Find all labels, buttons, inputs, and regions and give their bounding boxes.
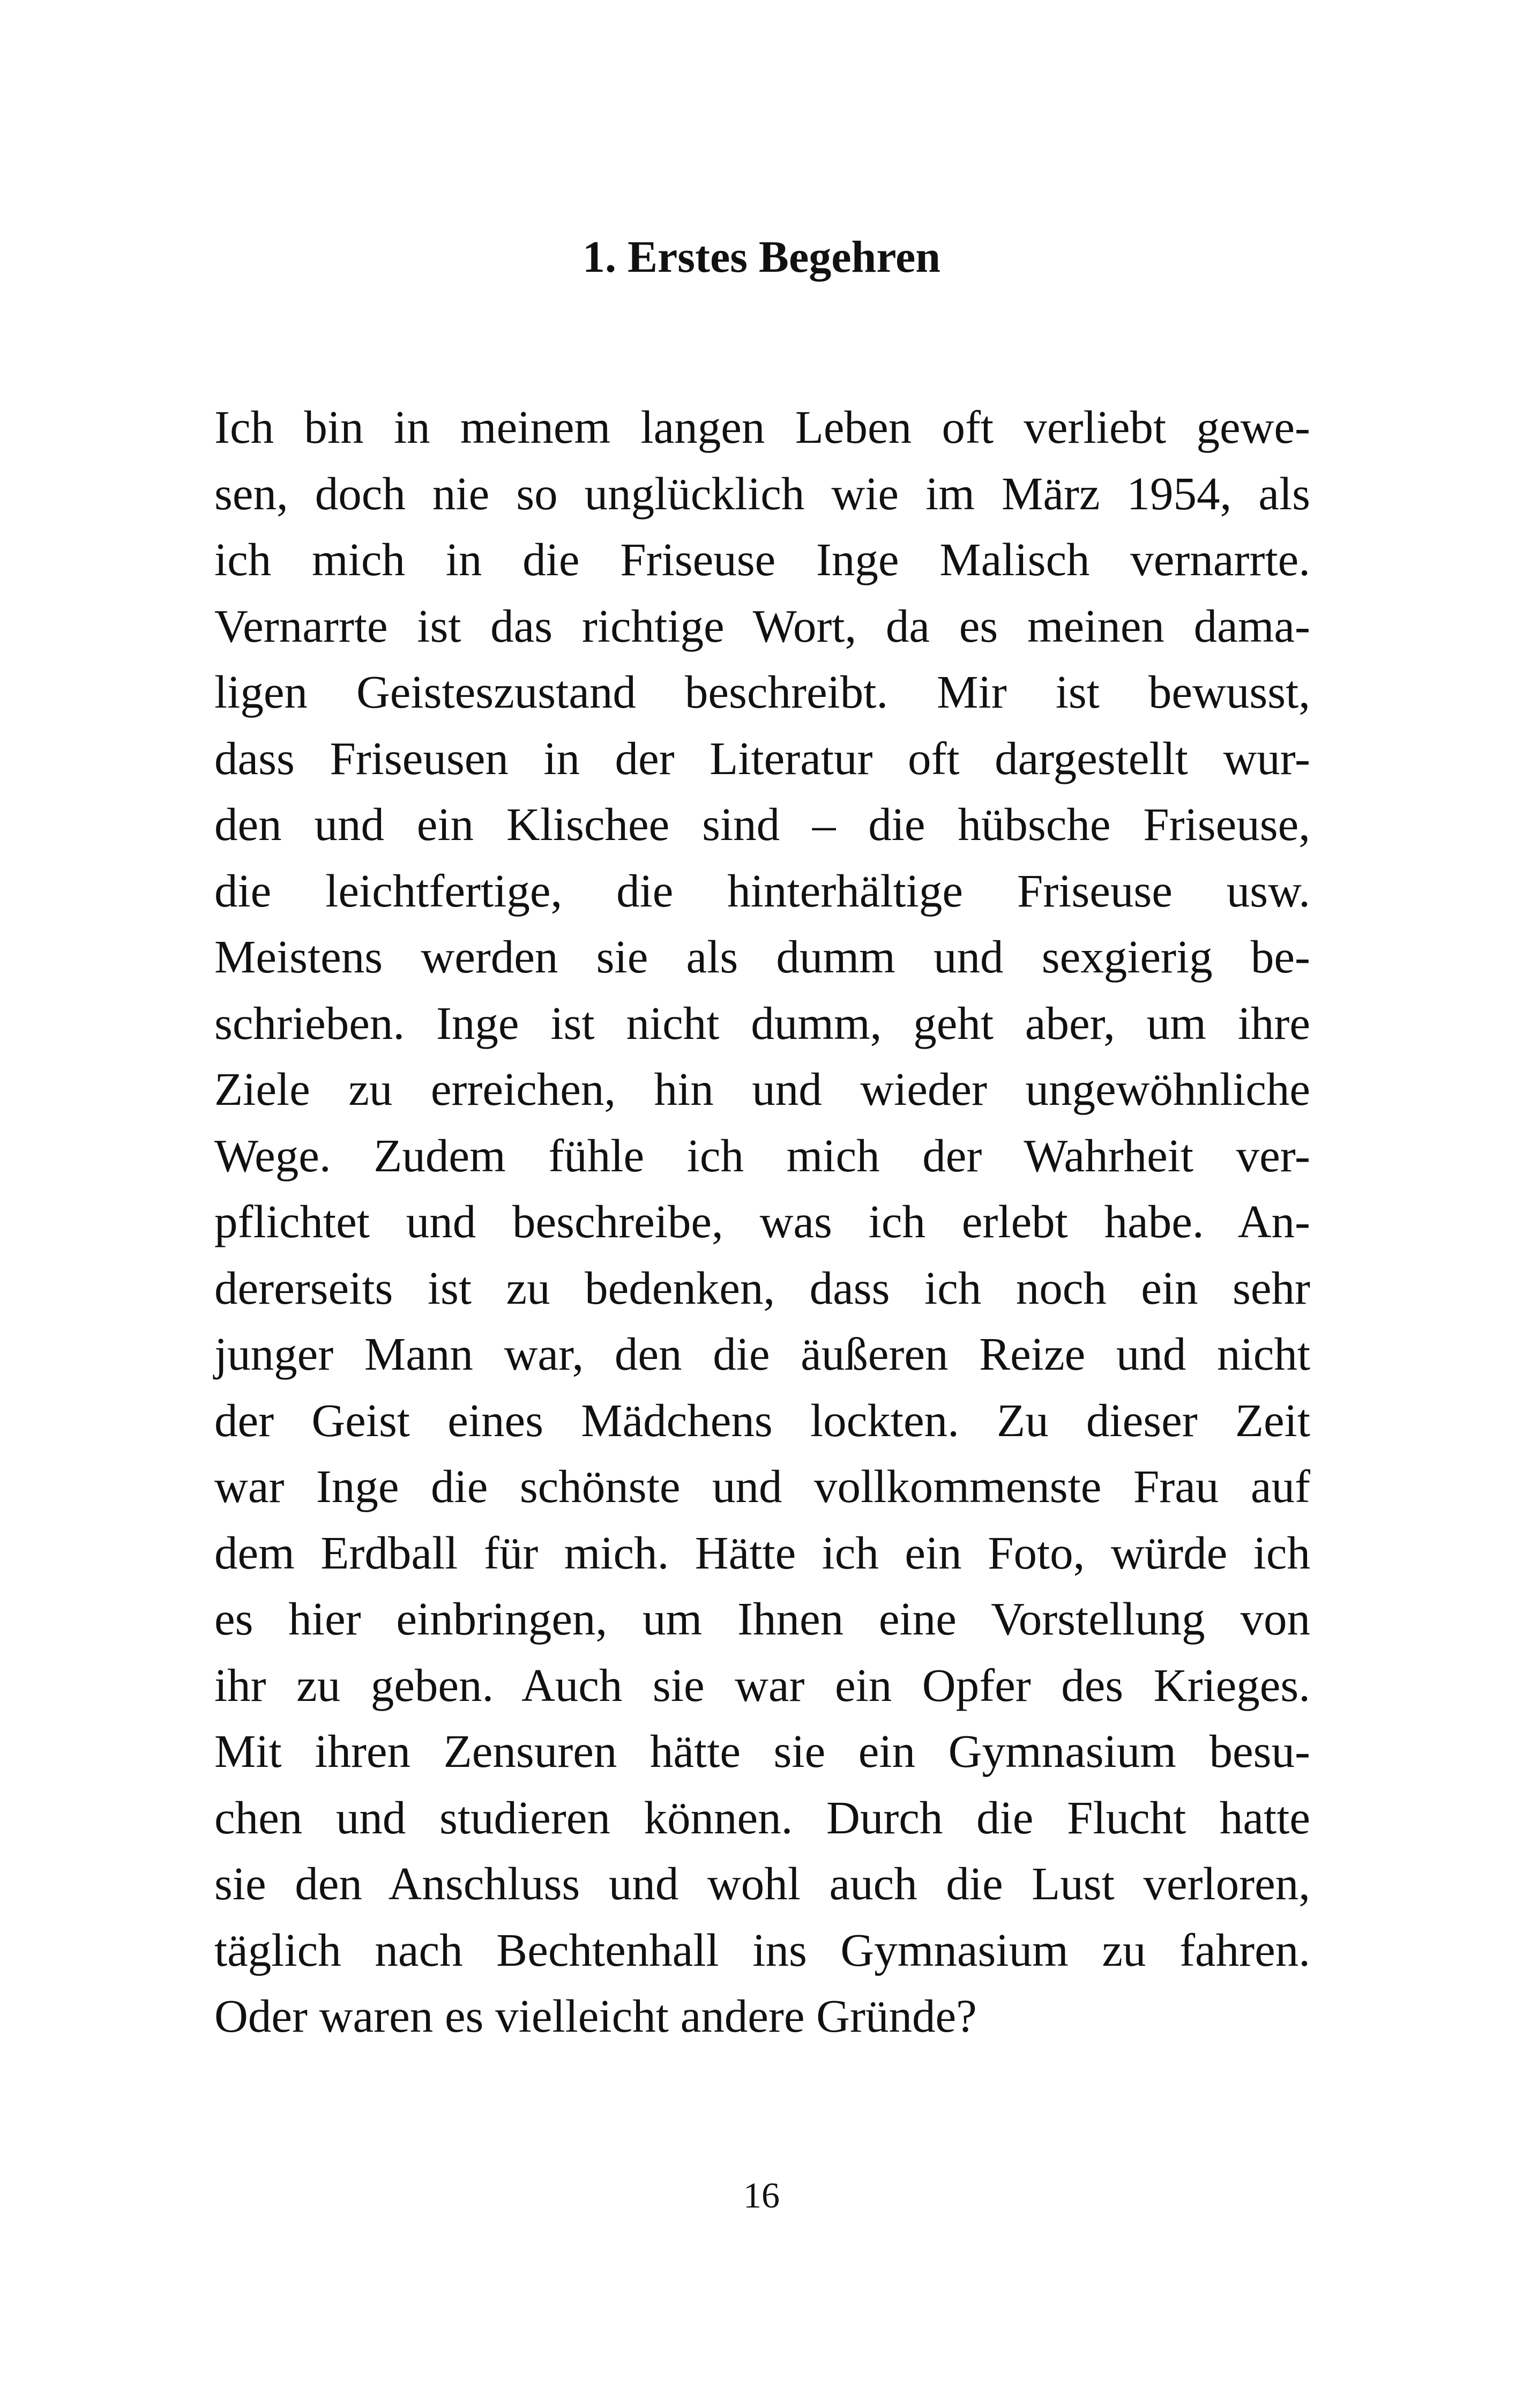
text-line: dererseits ist zu bedenken, dass ich noch ein sehr (214, 1261, 1310, 1314)
body-text (214, 394, 1310, 2049)
text-line: dass Friseusen in der Literatur oft dargestellt wur- (214, 732, 1310, 784)
text-line: Oder waren es vielleicht andere Gründe? (214, 1990, 977, 2042)
page-number: 16 (743, 2175, 780, 2216)
chapter-title: 1. Erstes Begehren (582, 232, 941, 282)
text-line: sie den Anschluss und wohl auch die Lust verloren, (214, 1857, 1310, 1909)
text-line: ich mich in die Friseuse Inge Malisch vernarrte. (214, 533, 1310, 585)
text-line: pflichtet und beschreibe, was ich erlebt habe. An- (214, 1195, 1310, 1247)
text-line: ligen Geisteszustand beschreibt. Mir ist bewusst, (214, 666, 1310, 718)
text-line: Wege. Zudem fühle ich mich der Wahrheit ver- (214, 1129, 1310, 1181)
text-line: ihr zu geben. Auch sie war ein Opfer des Krieges. (214, 1659, 1310, 1711)
text-line: der Geist eines Mädchens lockten. Zu dieser Zeit (214, 1394, 1310, 1446)
text-line: schrieben. Inge ist nicht dumm, geht aber, um ihre (214, 997, 1310, 1049)
text-line: täglich nach Bechtenhall ins Gymnasium zu fahren. (214, 1923, 1310, 1976)
text-line: sen, doch nie so unglücklich wie im März 1954, als (214, 467, 1310, 519)
text-line: Vernarrte ist das richtige Wort, da es meinen dama- (214, 599, 1310, 652)
text-line: Mit ihren Zensuren hätte sie ein Gymnasium besu- (214, 1725, 1310, 1777)
text-line: es hier einbringen, um Ihnen eine Vorstellung von (214, 1593, 1310, 1645)
text-line: die leichtfertige, die hinterhältige Friseuse usw. (214, 864, 1310, 917)
text-line: Ich bin in meinem langen Leben oft verliebt gewe- (214, 401, 1310, 453)
text-line: den und ein Klischee sind – die hübsche Friseuse, (214, 798, 1310, 850)
text-line: junger Mann war, den die äußeren Reize und nicht (214, 1328, 1310, 1380)
text-line: Ziele zu erreichen, hin und wieder ungewöhnliche (214, 1063, 1310, 1115)
text-line: war Inge die schönste und vollkommenste Frau auf (214, 1460, 1310, 1512)
text-line: chen und studieren können. Durch die Flucht hatte (214, 1791, 1310, 1844)
text-line: dem Erdball für mich. Hätte ich ein Foto, würde ich (214, 1526, 1310, 1579)
text-line: Meistens werden sie als dumm und sexgierig be- (214, 931, 1310, 983)
